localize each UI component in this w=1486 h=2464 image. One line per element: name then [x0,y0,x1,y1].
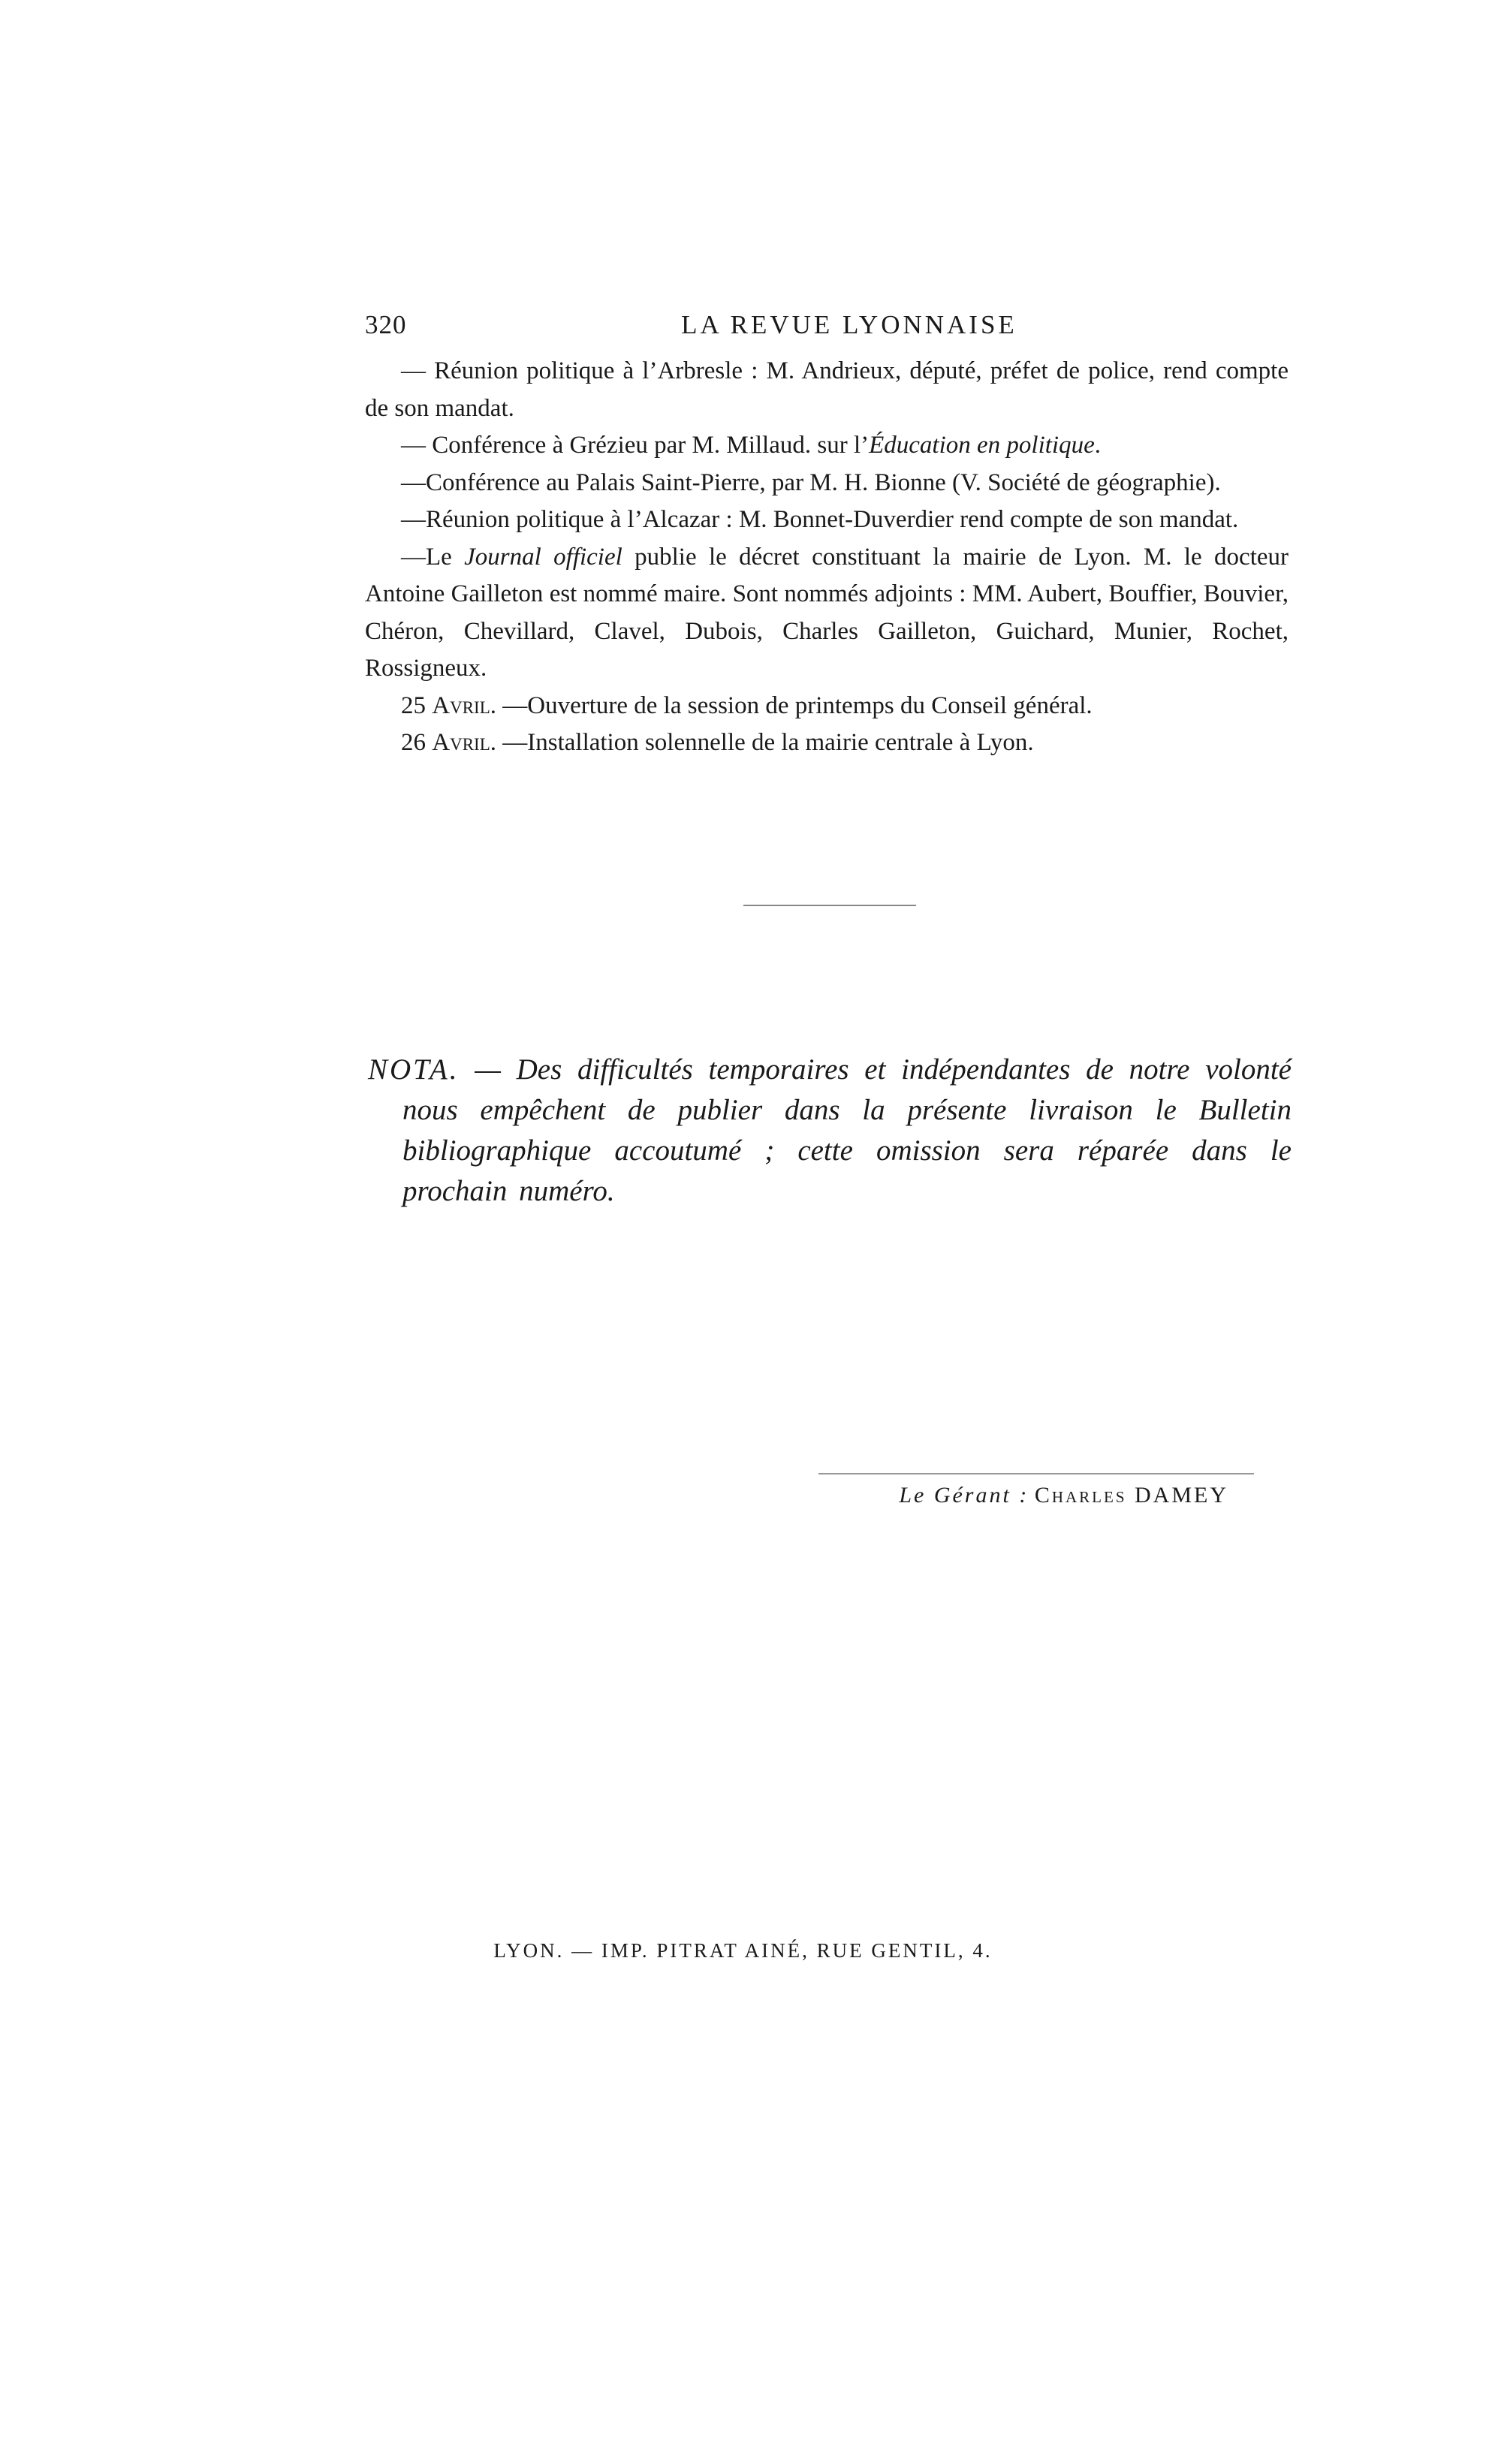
entry-paragraph [365,427,1289,465]
nota-heading: NOTA. [368,1053,460,1086]
signature-name: Charles DAMEY [1034,1483,1228,1508]
chronicle-entries [365,353,1289,762]
section-divider [743,905,916,906]
entry-date-month: Avril. [432,691,496,719]
printer-imprint: LYON. — IMP. PITRAT AINÉ, RUE GENTIL, 4. [493,1939,993,1962]
entry-text: — Conférence à Grézieu par M. Millaud. sur l’ [401,432,870,459]
entry-date-day: 25 [401,691,426,719]
dated-entry [365,688,1289,725]
entry-text: —Installation solennelle de la mairie centrale à Lyon. [496,729,1034,756]
entry-text: —Ouverture de la session de printemps du Conseil général. [496,691,1093,719]
entry-text: —Réunion politique à l’Alcazar : M. Bonnet-Duverdier rend compte de son mandat. [401,506,1239,533]
entry-paragraph [365,353,1289,427]
entry-paragraph [365,539,1289,688]
entry-italic-title: Journal officiel [464,543,622,571]
entry-text: — Réunion politique à l’Arbresle : M. Andrieux, député, préfet de police, rend compte de son mandat. [365,357,1289,422]
signature-rule [818,1473,1254,1474]
signature-role: Le Gérant : [899,1483,1029,1508]
dated-entry [365,724,1289,762]
entry-text: publie le décret constituant la mairie de Lyon. M. le docteur Antoine Gailleton est nommé maire. Sont nommés adjoints : MM. Aubert, Bouffier, Bouvier, Chéron, Chevillard, Clavel, Dubois, Charles Gailleton, Guichard, Munier, Rochet, Rossigneux. [365,543,1289,682]
entry-date-month: Avril. [432,729,496,756]
entry-text: . [1094,432,1101,459]
nota-text: — Des difficultés temporaires et indépendantes de notre volonté nous empêchent de publier dans la présente livraison le Bulletin bibliographique accoutumé ; cette omission sera réparée dans le prochain numéro. [402,1053,1292,1207]
entry-text: —Conférence au Palais Saint-Pierre, par M. H. Bionne (V. Société de géographie). [401,468,1221,496]
nota-paragraph [368,1050,1292,1212]
entry-italic-title: Éducation en politique [869,432,1095,459]
entry-text: —Le [401,543,465,571]
entry-date-day: 26 [401,729,426,756]
entry-paragraph [365,465,1289,502]
running-title: LA REVUE LYONNAISE [681,310,1017,339]
nota-notice [368,1050,1292,1212]
page-header [365,306,1289,344]
signature-line [899,1481,1228,1511]
entry-paragraph [365,502,1289,539]
page-number: 320 [365,310,407,339]
